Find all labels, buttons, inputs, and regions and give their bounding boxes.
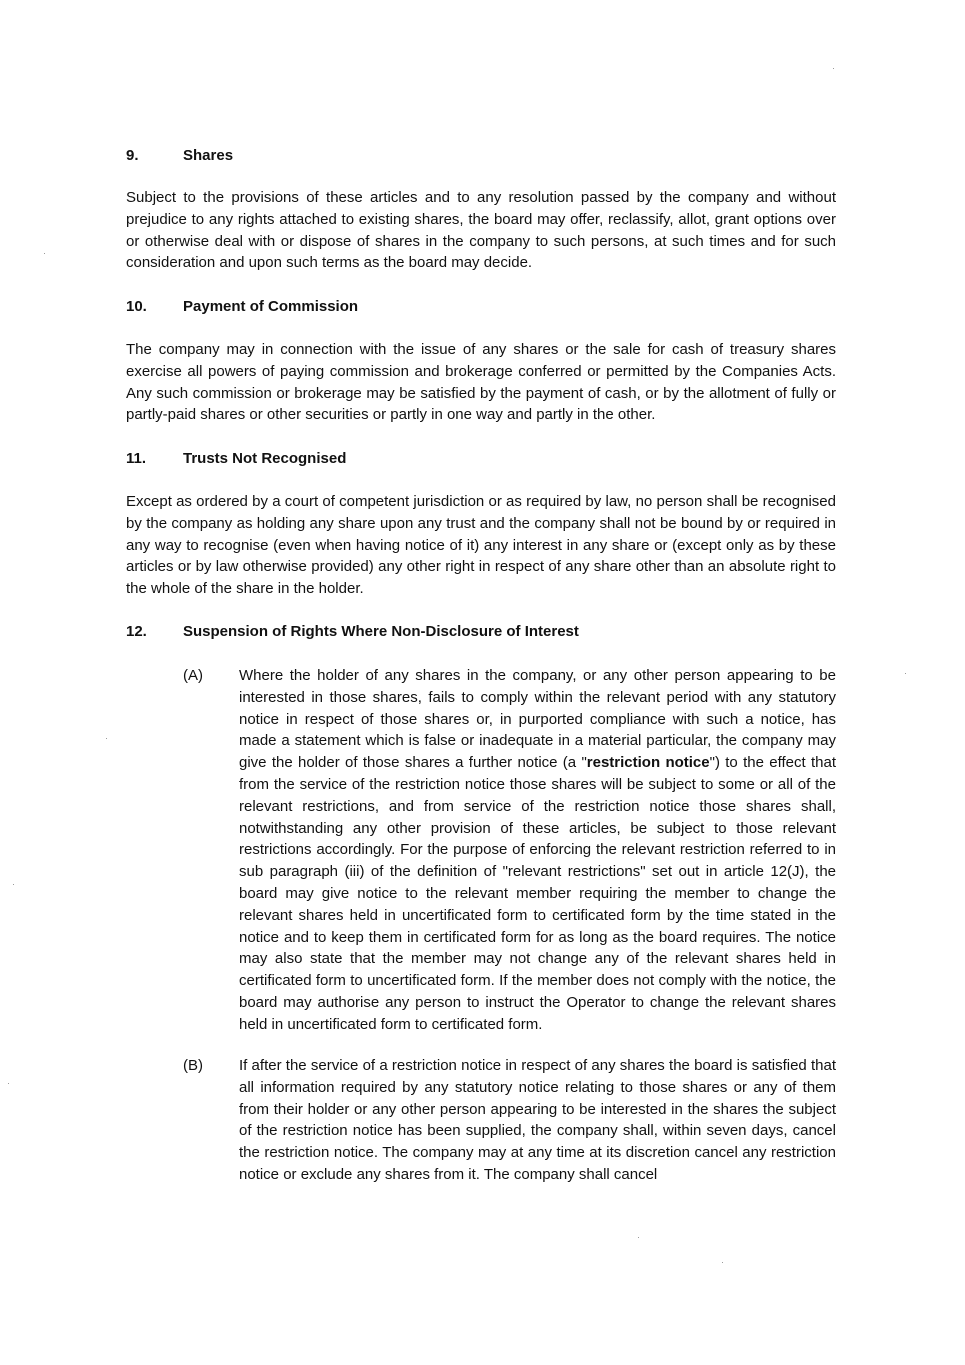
defined-term-restriction-notice: restriction notice xyxy=(586,754,710,772)
section-number: 12. xyxy=(126,623,147,640)
subsection-b-text: If after the service of a restriction notice in respect of any shares the board is satisfied that all information required by any statutory notice relating to those shares or any of them from their holder or any other person appearing to be interested in the shares the subject of the restriction notice has been supplied, the company shall, within seven days, cancel the restriction notice. The company may at any time at its discretion cancel any restriction notice or exclude any shares from it. The company shall cancel xyxy=(239,1057,836,1183)
scan-speck xyxy=(13,884,14,885)
section-number: 10. xyxy=(126,298,147,315)
section-title: Shares xyxy=(183,147,234,164)
subsection-b-label: (B) xyxy=(183,1057,203,1074)
scan-speck xyxy=(638,1237,639,1238)
section-9-heading xyxy=(126,146,233,166)
section-title: Suspension of Rights Where Non-Disclosure of Interest xyxy=(183,623,579,640)
section-10-body: The company may in connection with the issue of any shares or the sale for cash of treasury shares exercise all powers of paying commission and brokerage conferred or permitted by the Companies Acts. Any such commission or brokerage may be satisfied by the payment of cash, or by the allotment of fully or partly-paid shares or other securities or partly in one way and partly in the other. xyxy=(126,341,836,424)
scan-speck xyxy=(106,738,107,739)
section-title: Payment of Commission xyxy=(183,298,359,315)
subsection-a-text xyxy=(239,665,836,1036)
scan-speck xyxy=(905,673,906,674)
section-9-body: Subject to the provisions of these articles and to any resolution passed by the company and without prejudice to any rights attached to existing shares, the board may offer, reclassify, allot, grant options over or otherwise deal with or dispose of shares in the company to such persons, at such times and for such consideration and upon such terms as the board may decide. xyxy=(126,189,836,272)
section-10-heading xyxy=(126,297,358,317)
section-12-heading xyxy=(126,622,579,642)
subsection-a-text-before: Where the holder of any shares in the company, or any other person appearing to be interested in those shares, fails to comply within the relevant period with any statutory notice in respect of those shares or, in purported compliance with such a notice, has made a statement which is false or inadequate in a material particular, the company may give the holder of those shares a further notice (a " xyxy=(239,667,836,772)
subsection-a-label: (A) xyxy=(183,667,203,684)
section-title: Trusts Not Recognised xyxy=(183,450,347,467)
scan-speck xyxy=(722,1262,723,1263)
subsection-a-text-after: ") to the effect that from the service of the restriction notice those shares will be subject to some or all of the relevant restrictions, and from service of the restriction notice those shares shall, notwithstanding any other provision of these articles, be subject to those relevant restrictions accordingly. For the purpose of enforcing the relevant restriction referred to in sub paragraph (iii) of the definition of "relevant restrictions" set out in article 12(J), the board may give notice to the relevant member requiring the member to change the relevant shares held in uncertificated form to certificated form by the time stated in the notice and to keep them in certificated form for as long as the board requires. The notice may also state that the member may not change any of the relevant shares held in certificated form to uncertificated form. If the member does not comply with the notice, the board may authorise any person to instruct the Operator to change the relevant shares held in uncertificated form to certificated form. xyxy=(239,754,836,1033)
section-number: 9. xyxy=(126,147,139,164)
section-11-heading xyxy=(126,449,346,469)
scan-speck xyxy=(44,253,45,254)
scan-speck xyxy=(833,68,834,69)
scan-speck xyxy=(8,1083,9,1084)
section-number: 11. xyxy=(126,450,147,467)
section-11-body: Except as ordered by a court of competent jurisdiction or as required by law, no person shall be recognised by the company as holding any share upon any trust and the company shall not be bound by or required in any way to recognise (even when having notice of it) any interest in any share or (except only as by these articles or by law otherwise provided) any other right in respect of any share other than an absolute right to the whole of the share in the holder. xyxy=(126,493,836,598)
